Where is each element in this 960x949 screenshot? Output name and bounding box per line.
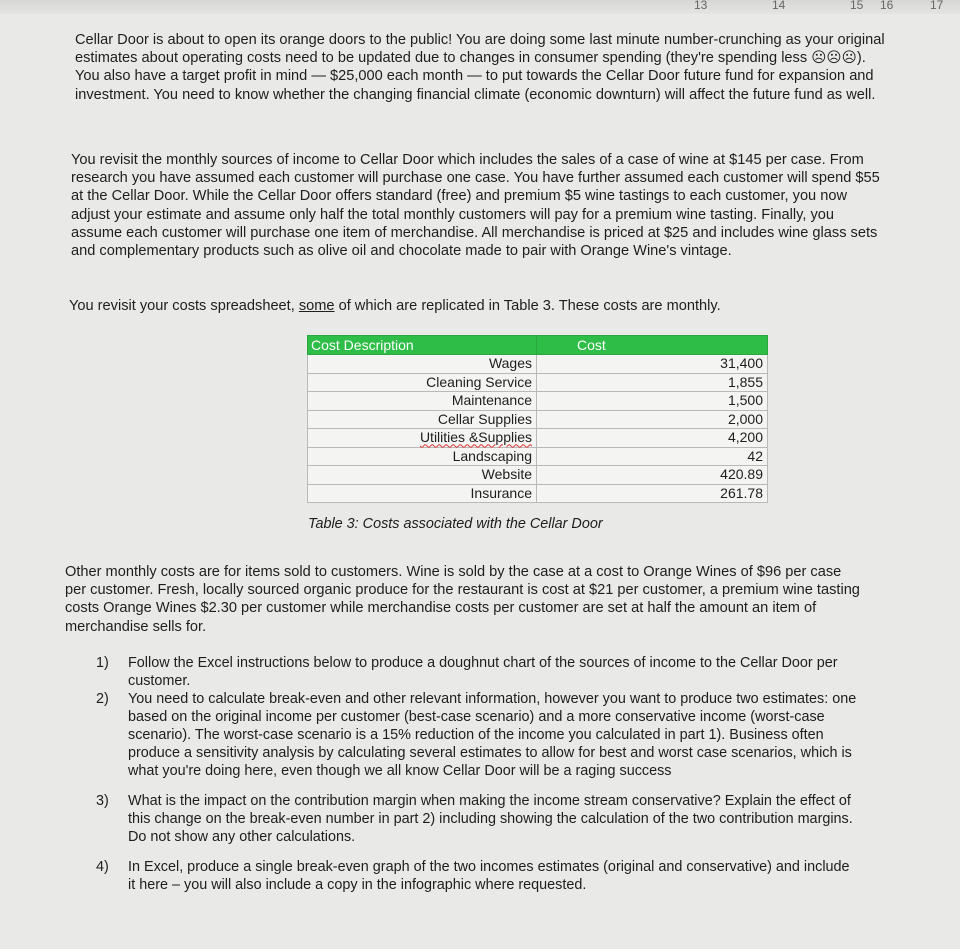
question-number: 3) [96,793,109,809]
column-header-cost: Cost [537,336,768,355]
underlined-word: some [298,298,335,314]
cost-value: 31,400 [537,355,768,374]
other-costs-paragraph: Other monthly costs are for items sold to customers. Wine is sold by the case at a cost to Orange Wines of $96 per case per customer. Fresh, locally sourced organic produce for the restaurant is cost at $21 per customer, a premium wine tasting costs Orange Wines $2.30 per customer while merchandise costs per customer are set at half the amount an item of merchandise sells for. [65,564,860,635]
list-item [90,654,860,690]
column-header-description: Cost Description [308,336,537,355]
cost-description: Wages [308,355,537,374]
cost-description: Insurance [308,484,537,503]
cost-value: 4,200 [537,429,768,448]
question-list [90,654,860,904]
question-text: You need to calculate break-even and other relevant information, however you want to produce two estimates: one based on the original income per customer (best-case scenario) and a more conservative income (worst-case scenario). The worst-case scenario is a 15% reduction of the income you calculated in part 1). Business often produce a sensitivity analysis by calculating several estimates to allow for best and worst case scenarios, which is what you're doing here, even though we all know Cellar Door will be a raging success [128,691,857,779]
ruler-tick: 15 [850,0,864,12]
cost-description: Maintenance [308,392,537,411]
table-row [308,392,768,411]
income-paragraph: You revisit the monthly sources of income to Cellar Door which includes the sales of a case of wine at $145 per case. From research you have assumed each customer will purchase one case. You have further assumed each customer will spend $55 at the Cellar Door. While the Cellar Door offers standard (free) and premium $5 wine tastings to each customer, you now adjust your estimate and assume only half the total monthly customers will pay for a premium wine tasting. Finally, you assume each customer will purchase one item of merchandise. All merchandise is priced at $25 and includes wine glass sets and complementary products such as olive oil and chocolate made to pair with Orange Wine's vintage. [71,152,880,260]
question-text: Follow the Excel instructions below to produce a doughnut chart of the sources of income to the Cellar Door per customer. [128,655,838,689]
cost-value: 261.78 [537,484,768,503]
cost-description: Cellar Supplies [308,410,537,429]
cost-value: 2,000 [537,410,768,429]
question-text: In Excel, produce a single break-even graph of the two incomes estimates (original and conservative) and include it here – you will also include a copy in the infographic where requested. [128,859,850,893]
cost-value: 420.89 [537,466,768,485]
ruler [0,0,960,14]
cost-description: Landscaping [308,447,537,466]
question-text: What is the impact on the contribution margin when making the income stream conservative? Explain the effect of this change on the break-even number in part 2) including showing the calculation of the two contribution margins. Do not show any other calculations. [128,793,853,845]
question-number: 2) [96,691,109,707]
intro-paragraph: Cellar Door is about to open its orange doors to the public! You are doing some last minute number-crunching as your original estimates about operating costs need to be updated due to changes in consumer spending (they're spending less ☹☹☹). You also have a target profit in mind — $25,000 each month — to put towards the Cellar Door future fund for expansion and investment. You need to know whether the changing financial climate (economic downturn) will affect the future fund as well. [75,32,885,103]
costs-table [307,335,768,503]
question-number: 4) [96,859,109,875]
question-number: 1) [96,655,109,671]
ruler-tick: 13 [694,0,708,12]
list-item [90,858,860,894]
cost-description: Website [308,466,537,485]
cost-value: 42 [537,447,768,466]
table-row [308,410,768,429]
ruler-tick: 16 [880,0,894,12]
table-row [308,373,768,392]
table-row [308,429,768,448]
table-row [308,484,768,503]
table-row [308,355,768,374]
table-caption: Table 3: Costs associated with the Cellar Door [308,516,603,532]
costs-intro-paragraph: You revisit your costs spreadsheet, some of which are replicated in Table 3. These costs are monthly. [69,298,721,314]
table-row [308,466,768,485]
ruler-tick: 14 [772,0,786,12]
cost-description: Cleaning Service [308,373,537,392]
list-item [90,690,860,780]
cost-value: 1,855 [537,373,768,392]
cost-value: 1,500 [537,392,768,411]
list-item [90,792,860,846]
table-row [308,447,768,466]
cost-description: Utilities &Supplies [308,429,537,448]
ruler-tick: 17 [930,0,944,12]
